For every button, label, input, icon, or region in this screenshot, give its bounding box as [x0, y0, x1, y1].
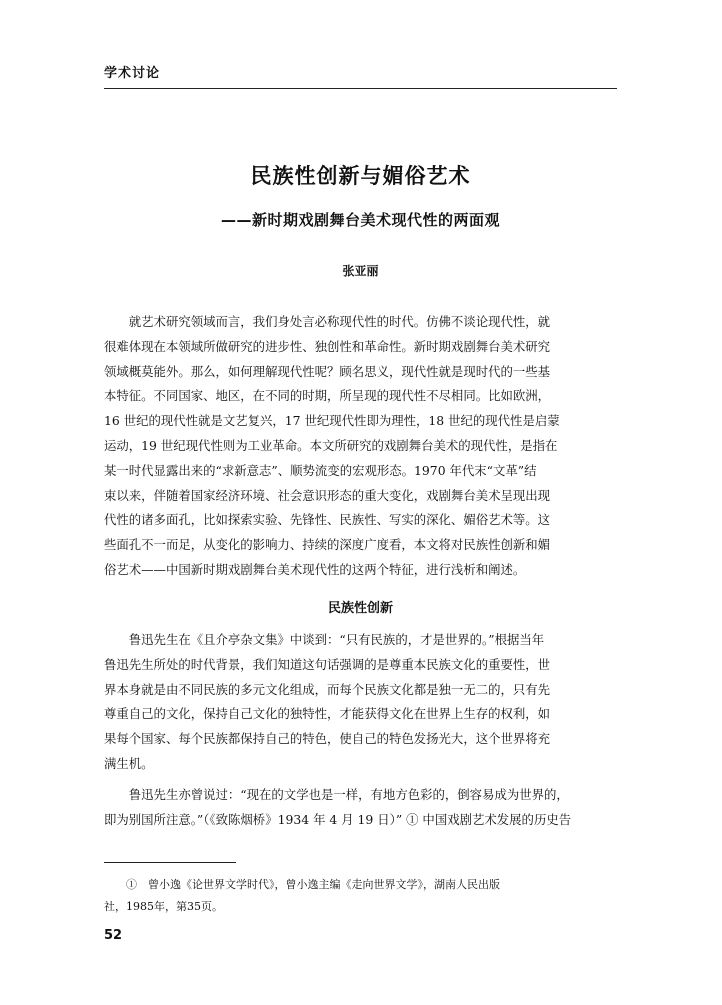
text-line: 果每个国家、每个民族都保持自己的特色，使自己的特色发扬光大，这个世界将充 [104, 731, 551, 747]
text-line: 界本身就是由不同民族的多元文化组成，而每个民族文化都是独一无二的，只有先 [104, 681, 551, 697]
header-rule [104, 88, 617, 89]
text-line: 即为别国所注意。”（《致陈烟桥》1934 年 4 月 19 日）” ① 中国戏剧艺术发展的历史告 [104, 811, 572, 827]
running-head: 学术讨论 [104, 66, 161, 81]
footnote-rule [104, 862, 236, 863]
text-line: 本特征。不同国家、地区，在不同的时期，所呈现的现代性不尽相同。比如欧洲， [104, 388, 551, 404]
page-number: 52 [104, 928, 123, 943]
author-name: 张亚丽 [342, 264, 379, 278]
text-line: 领域概莫能外。那么，如何理解现代性呢？顾名思义，现代性就是现时代的一些基 [104, 363, 551, 379]
text-line: 尊重自己的文化，保持自己文化的独特性，才能获得文化在世界上生存的权利，如 [104, 706, 551, 722]
text-line: 代性的诸多面孔，比如探索实验、先锋性、民族性、写实的深化、媚俗艺术等。这 [104, 512, 551, 528]
footnote-line: 社，1985年，第35页。 [104, 900, 223, 913]
text-line: 满生机。 [104, 755, 154, 771]
paragraph-lu-xun-1 [104, 628, 617, 777]
paragraph-lu-xun-2 [104, 783, 617, 833]
text-line: 鲁迅先生在《且介亭杂文集》中谈到：“只有民族的，才是世界的。”根据当年 [104, 632, 545, 647]
text-line: 某一时代显露出来的“求新意志”、顺势流变的宏观形态。1970 年代末“文革”结 [104, 462, 537, 478]
article-subtitle: ——新时期戏剧舞台美术现代性的两面观 [220, 211, 500, 229]
text-line: 鲁迅先生亦曾说过：“现在的文学也是一样，有地方色彩的，倒容易成为世界的， [104, 787, 569, 802]
footnote [104, 874, 617, 918]
section-heading: 民族性创新 [327, 601, 393, 616]
footnote-line: ① 曾小逸《论世界文学时代》，曾小逸主编《走向世界文学》，湖南人民出版 [104, 878, 500, 891]
text-line: 16 世纪的现代性就是文艺复兴，17 世纪现代性即为理性，18 世纪的现代性是启蒙 [104, 413, 560, 429]
text-line: 很难体现在本领域所做研究的进步性、独创性和革命性。新时期戏剧舞台美术研究 [104, 338, 551, 354]
text-line: 运动，19 世纪现代性则为工业革命。本文所研究的戏剧舞台美术的现代性，是指在 [104, 437, 558, 453]
article-title: 民族性创新与媚俗艺术 [250, 164, 471, 188]
text-line: 鲁迅先生所处的时代背景，我们知道这句话强调的是尊重本民族文化的重要性，世 [104, 656, 551, 672]
text-line: 就艺术研究领域而言，我们身处言必称现代性的时代。仿佛不谈论现代性，就 [104, 314, 551, 329]
text-line: 俗艺术——中国新时期戏剧舞台美术现代性的这两个特征，进行浅析和阐述。 [104, 561, 526, 577]
paragraph-intro [104, 310, 617, 583]
text-line: 些面孔不一而足，从变化的影响力、持续的深度广度看，本文将对民族性创新和媚 [104, 537, 551, 553]
text-line: 束以来，伴随着国家经济环境、社会意识形态的重大变化，戏剧舞台美术呈现出现 [104, 487, 551, 503]
